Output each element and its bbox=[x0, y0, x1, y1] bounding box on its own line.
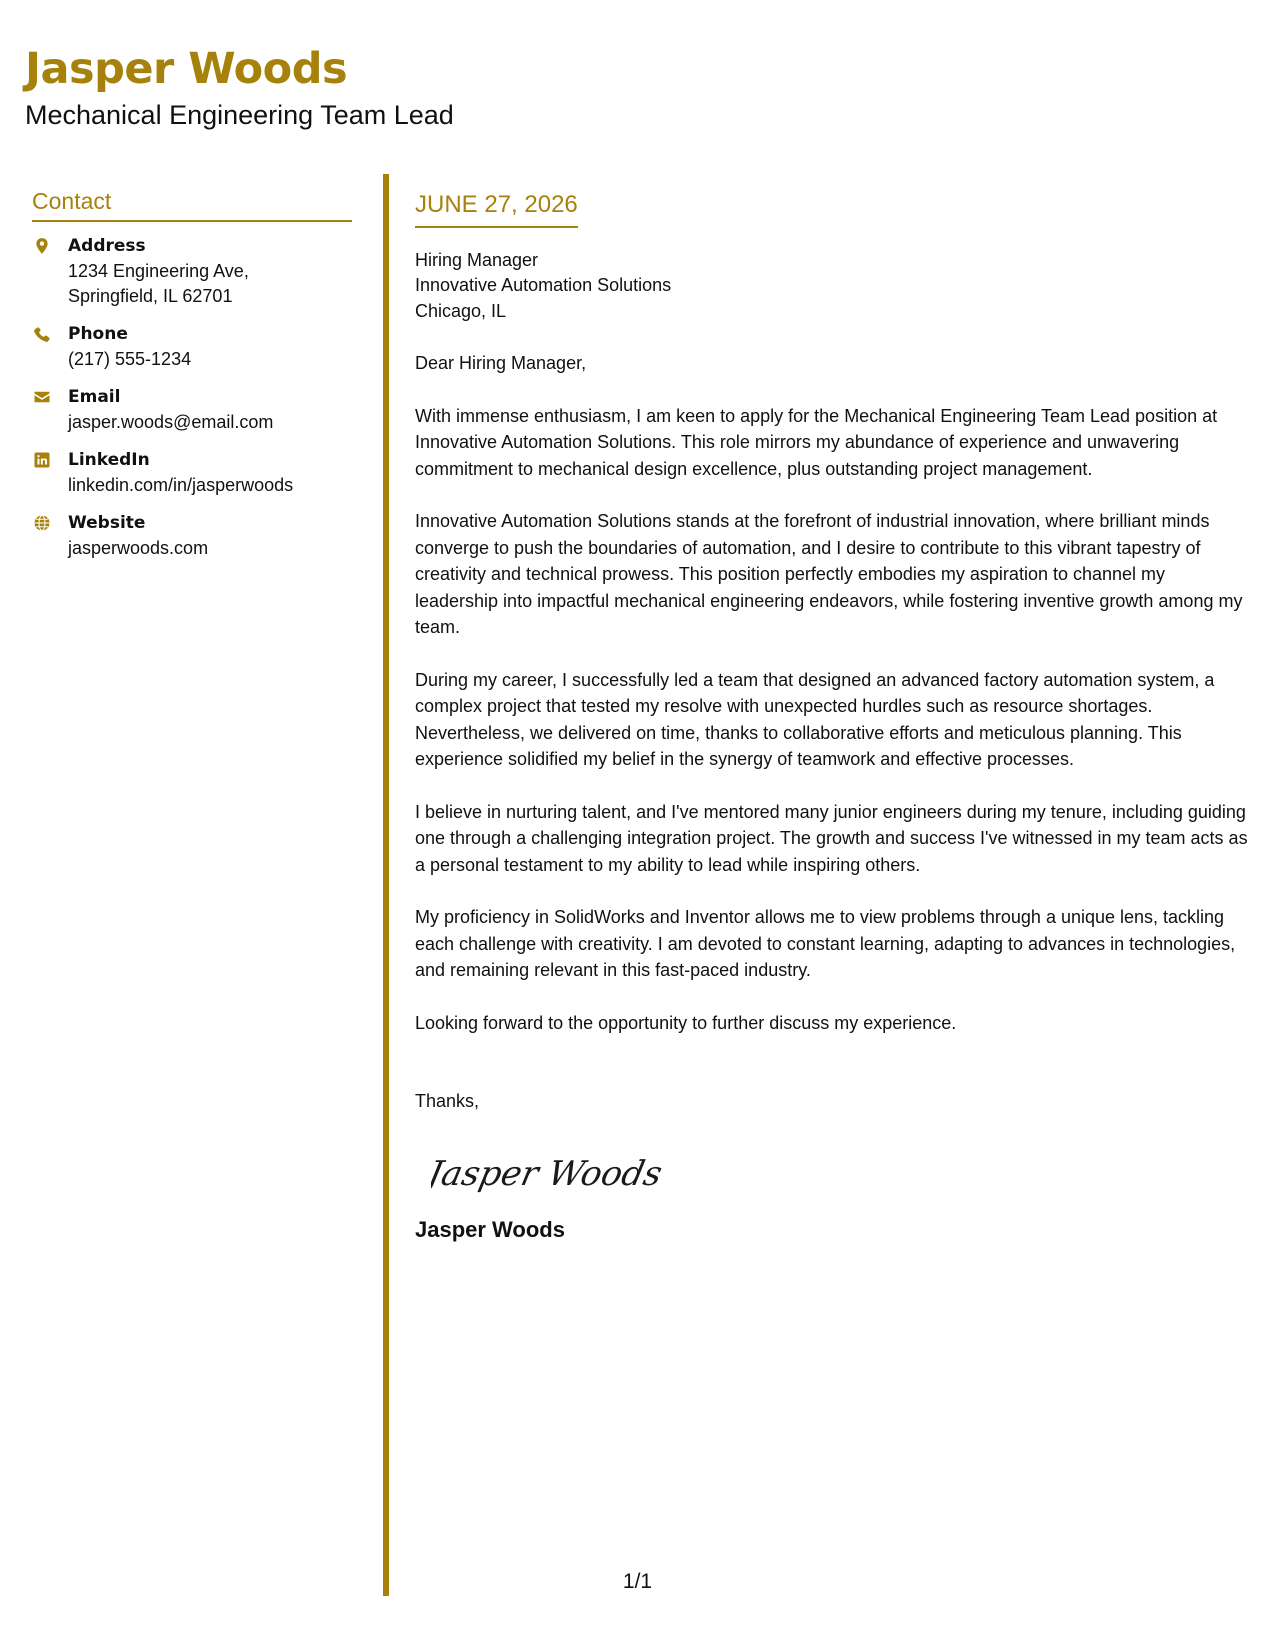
linkedin-icon bbox=[32, 450, 52, 470]
job-title: Mechanical Engineering Team Lead bbox=[25, 100, 454, 130]
letter-paragraph: I believe in nurturing talent, and I've mentored many junior engineers during my tenure, including guiding one through a challenging integration project. The growth and success I've witnessed in my team acts as a personal testament to my ability to lead while inspiring others. bbox=[415, 801, 1248, 875]
handwritten-signature bbox=[431, 1143, 1250, 1203]
letter-paragraph: During my career, I successfully led a team that designed an advanced factory automation system, a complex project that tested my resolve with unexpected hurdles such as resource shortages. Nevertheless, we delivered on time, thanks to collaborative efforts and meticulous planning. This experience solidified my belief in the synergy of teamwork and effective processes. bbox=[415, 669, 1215, 770]
contact-label: LinkedIn bbox=[68, 449, 150, 470]
letter-paragraph: Looking forward to the opportunity to further discuss my experience. bbox=[415, 1012, 957, 1033]
address-value: 1234 Engineering Ave, Springfield, IL 62701 bbox=[68, 260, 249, 306]
letter-paragraph: With immense enthusiasm, I am keen to apply for the Mechanical Engineering Team Lead position at Innovative Automation Solutions. This role mirrors my abundance of experience and unwavering commitment to mechanical design excellence, plus outstanding project management. bbox=[415, 405, 1218, 479]
email-value: jasper.woods@email.com bbox=[68, 411, 274, 432]
column-divider bbox=[383, 174, 389, 1596]
phone-value: (217) 555-1234 bbox=[68, 348, 192, 369]
contact-sidebar bbox=[32, 188, 352, 574]
contact-item-address bbox=[32, 234, 352, 309]
recipient-line: Hiring Manager bbox=[415, 249, 539, 270]
contact-label: Website bbox=[68, 512, 146, 533]
greeting: Dear Hiring Manager, bbox=[415, 353, 587, 374]
contact-label: Phone bbox=[68, 323, 128, 344]
contact-heading: Contact bbox=[32, 188, 352, 222]
recipient-line: Chicago, IL bbox=[415, 300, 507, 321]
letter-date: JUNE 27, 2026 bbox=[415, 191, 578, 228]
contact-item-phone bbox=[32, 322, 352, 372]
contact-item-linkedin bbox=[32, 448, 352, 498]
globe-icon bbox=[32, 513, 52, 533]
recipient-line: Innovative Automation Solutions bbox=[415, 275, 672, 296]
recipient-block bbox=[415, 248, 1250, 325]
contact-item-email bbox=[32, 385, 352, 435]
sender-name: Jasper Woods bbox=[415, 1216, 565, 1242]
letter-paragraph: My proficiency in SolidWorks and Inventor allows me to view problems through a unique lens, tackling each challenge with creativity. I am devoted to constant learning, adapting to advances in technologies, and remaining relevant in this fast-paced industry. bbox=[415, 907, 1236, 981]
letter-body bbox=[415, 191, 1250, 1243]
letter-paragraph: Innovative Automation Solutions stands at the forefront of industrial innovation, where brilliant minds converge to push the boundaries of automation, and I desire to contribute to this vibrant tapestry of creativity and technical prowess. This position perfectly embodies my aspiration to channel my leadership into impactful mechanical engineering endeavors, while fostering inventive growth among my team. bbox=[415, 511, 1243, 638]
signature-image bbox=[431, 1143, 671, 1203]
linkedin-value: linkedin.com/in/jasperwoods bbox=[68, 474, 294, 495]
contact-label: Email bbox=[68, 386, 121, 407]
contact-label: Address bbox=[68, 235, 146, 256]
candidate-name: Jasper Woods bbox=[25, 44, 348, 94]
contact-item-website bbox=[32, 511, 352, 561]
phone-icon bbox=[32, 324, 52, 344]
envelope-icon bbox=[32, 387, 52, 407]
signature-mark: Jasper Woods bbox=[431, 1154, 666, 1194]
website-value: jasperwoods.com bbox=[68, 537, 209, 558]
closing: Thanks, bbox=[415, 1091, 480, 1112]
map-pin-icon bbox=[32, 236, 52, 256]
page-number: 1/1 bbox=[622, 1570, 653, 1593]
